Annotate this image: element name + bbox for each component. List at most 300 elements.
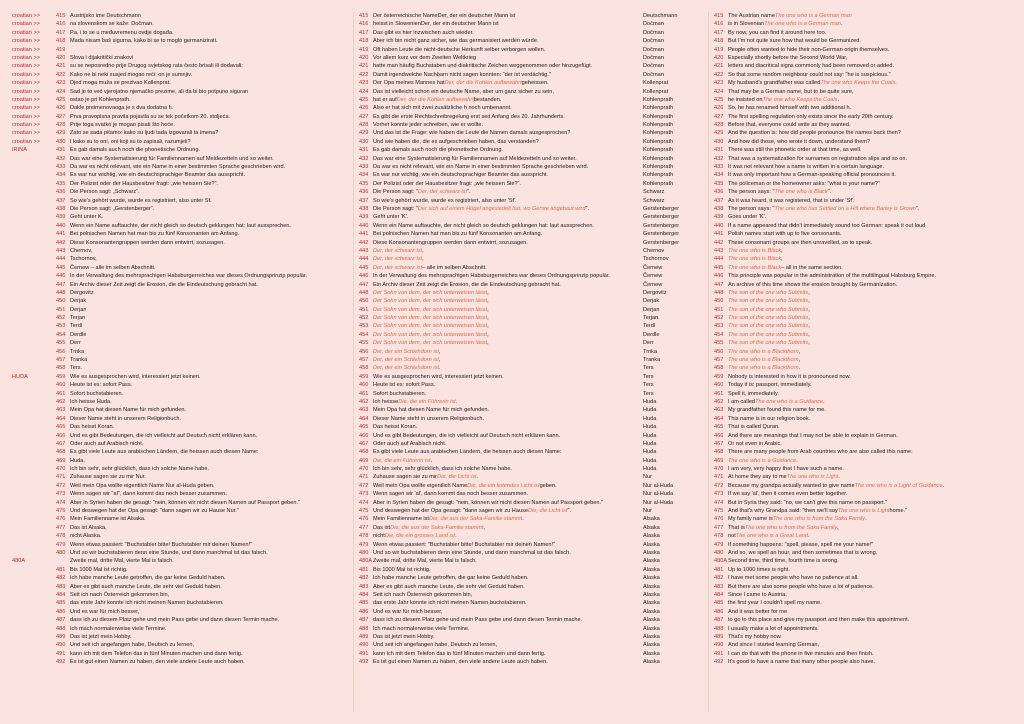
name-value: Alaska <box>641 532 703 540</box>
text-before: That is <box>728 524 745 531</box>
translation-row <box>714 499 1014 507</box>
name-value: Alaska <box>641 616 703 624</box>
name-value: Terdl <box>641 322 703 330</box>
name-row <box>359 171 703 179</box>
speaker-label: croatian >> <box>12 63 40 70</box>
line-text <box>373 188 471 196</box>
transcript-row <box>12 54 347 62</box>
translation-row <box>714 373 1014 381</box>
name-value: Alsaka <box>641 515 703 523</box>
line-text <box>728 415 810 423</box>
name-row <box>359 390 703 398</box>
translation-row <box>714 398 1014 406</box>
text-after: home." <box>889 508 908 515</box>
line-text <box>373 171 548 179</box>
name-value: Dočman <box>641 71 703 79</box>
text-before: Seit ich nach Österreich gekommen bin, <box>373 591 473 598</box>
text-before: is in Slovenian <box>728 21 765 28</box>
line-text: Derjak <box>70 298 87 305</box>
line-text <box>728 113 894 121</box>
line-number: 467 <box>359 440 369 447</box>
text-before: I usually make a lot of appointments. <box>728 625 819 632</box>
line-number: 424 <box>714 88 724 95</box>
line-number: 482 <box>359 575 369 582</box>
line-number: 467 <box>56 440 66 447</box>
text-before: In der Verwaltung des mehrsprachigen Habsburgerreiches war dieses Ordnungsprinzip populär. <box>373 273 610 280</box>
line-text <box>728 633 782 641</box>
transcript-row <box>12 398 347 406</box>
text-before: But I'm not quite sure how that would be Germanized. <box>728 38 861 45</box>
line-text: Wenn sagen wir "al", dann kommt das noch besser zusammen. <box>70 491 227 498</box>
text-before: Es gibt die erste Rechtschreibregelung erst seit Anfang des 20. Jahrhunderts. <box>373 113 565 120</box>
line-text <box>728 482 944 490</box>
line-number: 481 <box>359 566 369 573</box>
line-number: 446 <box>714 273 724 280</box>
line-number: 431 <box>714 147 724 154</box>
text-before: Aber in Syrien haben die gesagt: "nein, können wir nicht diesen Namen auf Passport geben." <box>373 499 604 506</box>
line-text <box>728 297 810 305</box>
line-number: 483 <box>56 583 66 590</box>
line-number: 420 <box>359 54 369 61</box>
name-row <box>359 222 703 230</box>
line-text <box>373 432 560 440</box>
name-row <box>359 88 703 96</box>
text-after: . <box>865 516 867 523</box>
text-before: Das ist jetzt mein Hobby. <box>373 633 435 640</box>
line-text: Dieser Name steht in unserem Religionbuch. <box>70 415 181 422</box>
line-number: 444 <box>56 256 66 263</box>
line-text <box>373 306 489 314</box>
name-value: Tschornov <box>641 255 703 263</box>
line-text: Dakle preimenovaoga je s dva dodatna h. <box>70 105 174 112</box>
line-number: 473 <box>359 491 369 498</box>
text-before: hat er auf <box>373 96 397 103</box>
name-value: Alaska <box>641 625 703 633</box>
transcript-row <box>12 364 347 372</box>
line-text <box>373 532 457 540</box>
name-meaning: Der, der schwarz ist <box>373 264 423 271</box>
name-row <box>359 490 703 498</box>
translation-row <box>714 104 1014 112</box>
line-number: 492 <box>714 659 724 666</box>
line-number: 465 <box>56 424 66 431</box>
text-after: , <box>483 524 485 531</box>
name-value: Nur al-Huda <box>641 499 703 507</box>
translation-row <box>714 633 1014 641</box>
name-row <box>359 398 703 406</box>
translation-row <box>714 415 1014 423</box>
name-meaning: Die, die aus der Saka-Familie stammt <box>390 524 484 531</box>
name-meaning: Der, der schwarz ist <box>373 256 423 263</box>
text-before: Das war eine Systematisierung für Familiennamen auf Meldezetteln und so weiter. <box>373 155 577 162</box>
translation-row <box>714 79 1014 87</box>
line-text <box>373 549 571 557</box>
line-number: 486 <box>56 608 66 615</box>
text-before: The Austrian name <box>728 13 775 19</box>
text-before: My family name is <box>728 516 773 523</box>
line-number: 484 <box>714 591 724 598</box>
line-number: 448 <box>714 289 724 296</box>
name-value: Alaska <box>641 583 703 591</box>
line-number: 489 <box>359 633 369 640</box>
text-before: People often wanted to hide their non-German origin themselves. <box>728 46 890 53</box>
line-number: 462 <box>714 398 724 405</box>
line-text: Pa, i to se u međuvremenu ovdje događa. <box>70 29 174 36</box>
transcript-row <box>12 658 347 666</box>
name-value: Dočman <box>641 46 703 54</box>
line-number: 438 <box>56 205 66 212</box>
line-number: 460 <box>714 382 724 389</box>
name-meaning: The son of the one who Submits <box>728 331 809 338</box>
line-number: 421 <box>714 63 724 70</box>
text-before: Ein Archiv dieser Zeit zeigt die Erosion, die die Eindeutschung gebracht hat. <box>373 281 561 288</box>
name-row <box>359 364 703 372</box>
name-value: Chernov <box>641 247 703 255</box>
speaker-label: croatian >> <box>12 80 40 87</box>
transcript-row <box>12 205 347 213</box>
transcript-row <box>12 255 347 263</box>
transcript-row <box>12 322 347 330</box>
line-number: 464 <box>56 415 66 422</box>
name-value: Alaska <box>641 641 703 649</box>
name-value: Alaska <box>641 549 703 557</box>
line-text: ostao je pri Kohlenprath. <box>70 96 131 103</box>
line-text: Dergovitz <box>70 289 94 296</box>
text-before: Das ist vielleicht schon ein deutsche Name, aber um ganz sicher zu sein, <box>373 88 554 95</box>
name-meaning: The one who is Black <box>728 247 782 254</box>
line-number: 465 <box>714 424 724 431</box>
name-row <box>359 104 703 112</box>
text-before: Aber es gibt auch manche Leute, die sehr viel Geduld haben. <box>373 583 525 590</box>
line-text: So wie's gehört wurde, wurde es registriert, also unter Sf. <box>70 197 212 204</box>
name-row <box>359 457 703 465</box>
name-meaning: The one who has Settled on a Hill where Barley is Grown <box>774 205 916 212</box>
line-text <box>373 205 589 213</box>
text-before: Sofort buchstabieren. <box>373 390 427 397</box>
text-before: The first spelling regulation only exists since the early 20th century. <box>728 113 894 120</box>
name-value: Ters <box>641 373 703 381</box>
name-row <box>359 54 703 62</box>
line-text: Chernov, <box>70 247 93 254</box>
name-value: Alaska <box>641 591 703 599</box>
name-row <box>359 473 703 481</box>
line-text <box>728 566 790 574</box>
line-text: Derr <box>70 340 81 347</box>
text-before: I have met some people who have no patience at all. <box>728 575 859 582</box>
line-text <box>728 650 874 658</box>
line-number: 491 <box>56 650 66 657</box>
line-text <box>728 432 898 440</box>
line-text <box>373 641 497 649</box>
name-meaning: Die, die ein leitendes Licht ist <box>467 482 540 489</box>
transcript-row <box>12 171 347 179</box>
text-before: And so, we spell an hour, and then sometimes that is wrong. <box>728 550 878 556</box>
line-text: Prva pravopisna pravila pojavila su se tek početkom 20. stoljeća. <box>70 113 231 120</box>
line-number: 439 <box>714 214 724 221</box>
line-number: 426 <box>359 105 369 112</box>
line-number: 476 <box>359 516 369 523</box>
name-value: Kohlenprath <box>641 180 703 188</box>
line-number: 427 <box>714 113 724 120</box>
name-row <box>359 608 703 616</box>
line-number: 469 <box>714 457 724 464</box>
line-number: 487 <box>359 617 369 624</box>
line-text <box>728 20 842 28</box>
line-text <box>728 322 810 330</box>
line-number: 417 <box>359 29 369 36</box>
line-number: 418 <box>714 38 724 45</box>
speaker-label: croatian >> <box>12 113 40 120</box>
name-row <box>359 272 703 280</box>
name-value: Derr <box>641 339 703 347</box>
text-before: It was only important how a German-speaking official pronounces it. <box>728 172 896 179</box>
line-number: 483 <box>359 583 369 590</box>
line-text <box>373 297 489 305</box>
line-number: 456 <box>714 348 724 355</box>
line-text <box>373 20 499 28</box>
text-before: But in Syria they said: "no, we can't give this name on passport." <box>728 499 888 506</box>
line-text <box>728 188 831 196</box>
line-text <box>373 658 548 666</box>
name-row <box>359 163 703 171</box>
transcript-row <box>12 339 347 347</box>
line-number: 433 <box>56 164 66 171</box>
line-number: 452 <box>56 315 66 322</box>
line-text <box>728 499 887 507</box>
line-number: 472 <box>714 482 724 489</box>
name-row <box>359 79 703 87</box>
name-value: Alaska <box>641 574 703 582</box>
line-number: 487 <box>56 617 66 624</box>
line-number: 474 <box>56 499 66 506</box>
line-text <box>728 121 851 129</box>
line-number: 416 <box>56 21 66 28</box>
name-meaning: Der, der ein Schlehdorn ist <box>373 357 439 364</box>
line-number: 454 <box>359 331 369 338</box>
transcript-row <box>12 37 347 45</box>
line-number: 453 <box>359 323 369 330</box>
line-text: Ters. <box>70 365 83 372</box>
name-value: Alaska <box>641 633 703 641</box>
line-text: Terdl <box>70 323 83 330</box>
name-value: Huda <box>641 423 703 431</box>
name-row <box>359 213 703 221</box>
line-text <box>728 625 819 633</box>
line-number: 417 <box>714 29 724 36</box>
text-before: It was not relevant how a name is written in a certain language. <box>728 164 885 171</box>
transcript-row <box>12 482 347 490</box>
speaker-label: croatian >> <box>12 21 40 28</box>
line-number: 423 <box>359 80 369 87</box>
line-number: 476 <box>56 516 66 523</box>
translation-row <box>714 322 1014 330</box>
translation-row <box>714 473 1014 481</box>
line-text: Das war eine Systematisierung für Familiennamen auf Meldezetteln und so weiter. <box>70 155 274 162</box>
line-number: 445 <box>56 264 66 271</box>
name-value: Trnka <box>641 348 703 356</box>
text-before: das erste Jahr konnte ich nicht meinen Namen buchstabieren. <box>373 600 527 607</box>
line-text <box>373 348 440 356</box>
line-number: 466 <box>56 432 66 439</box>
line-text: kann ich mit dem Telefon das in fünf Minuten machen und dann fertig. <box>70 650 243 657</box>
text-before: It's good to have a name that many other people also have. <box>728 659 875 666</box>
translation-row <box>714 625 1014 633</box>
name-row <box>359 524 703 532</box>
line-number: 453 <box>56 323 66 330</box>
text-before: Ich heisse <box>373 398 399 405</box>
line-number: 442 <box>56 239 66 246</box>
line-text <box>728 641 819 649</box>
text-before: As it was heard, it was registered, that is under 'Sf'. <box>728 197 855 204</box>
line-number: 428 <box>714 122 724 129</box>
name-row <box>359 37 703 45</box>
name-meaning: Der Sohn von dem, der sich unterweisen lässt <box>373 315 488 322</box>
text-after: Der, der ein deutscher Mann ist <box>437 13 516 19</box>
line-text <box>728 71 891 79</box>
line-number: 437 <box>56 197 66 204</box>
line-text <box>728 381 812 389</box>
name-meaning: Der Sohn von dem, der sich unterweisen lässt <box>373 298 488 305</box>
line-text <box>373 71 551 79</box>
line-number: 422 <box>56 71 66 78</box>
name-value: Alsaka <box>641 524 703 532</box>
line-number: 455 <box>359 340 369 347</box>
text-before: Wenn sagen wir 'al', dann kommt das noch besser zusammen. <box>373 491 529 498</box>
line-text <box>728 37 861 45</box>
line-number: 421 <box>359 63 369 70</box>
name-meaning: Die, die aus der Saka-Familie stammt <box>428 516 523 523</box>
line-number: 454 <box>56 331 66 338</box>
name-row <box>359 289 703 297</box>
line-text <box>373 62 592 70</box>
line-number: 485 <box>56 600 66 607</box>
line-text <box>728 205 919 213</box>
translation-row <box>714 255 1014 263</box>
line-number: 432 <box>56 155 66 162</box>
line-number: 450 <box>359 298 369 305</box>
name-value: Dočman <box>641 29 703 37</box>
line-text: Es ist gut einen Namen zu haben, den viele andere Leute auch haben. <box>70 659 245 666</box>
line-text <box>373 633 434 641</box>
line-number: 475 <box>56 508 66 515</box>
name-row <box>359 406 703 414</box>
name-value: Tranka <box>641 356 703 364</box>
line-text <box>373 465 512 473</box>
name-meaning: The son of the one who Submits <box>728 306 809 313</box>
translation-row <box>714 54 1014 62</box>
line-number: 443 <box>714 247 724 254</box>
translation-row <box>714 381 1014 389</box>
line-text: Derdle <box>70 331 87 338</box>
line-number: 461 <box>56 390 66 397</box>
text-before: Since I came to Austria, <box>728 591 787 598</box>
text-before: Today it is: passport, immediately. <box>728 382 812 389</box>
text-before: Spell it, immediately. <box>728 390 779 397</box>
text-after: . <box>840 21 843 28</box>
name-meaning: The one who is Light <box>837 508 890 515</box>
text-before: Es gab damals auch noch die phonetische Ordnung. <box>373 147 503 154</box>
transcript-row <box>12 264 347 272</box>
line-number: 451 <box>359 306 369 313</box>
speaker-label: croatian >> <box>12 122 40 129</box>
line-text: Derjan <box>70 306 87 313</box>
line-number: 440 <box>714 222 724 229</box>
text-before: Especially shortly before the Second World War, <box>728 54 848 61</box>
translation-row <box>714 566 1014 574</box>
name-row <box>359 557 703 565</box>
text-after: , <box>438 348 441 355</box>
transcript-row <box>12 381 347 389</box>
text-before: Bei polnischen Namen hat man bis zu fünf Konsonanten am Anfang. <box>373 231 543 238</box>
line-text <box>373 574 528 582</box>
name-row <box>359 96 703 104</box>
line-number: 470 <box>714 466 724 473</box>
line-text <box>373 566 431 574</box>
name-row <box>359 566 703 574</box>
text-after: – alle im selben Abschnitt. <box>422 264 487 271</box>
line-number: 471 <box>714 474 724 481</box>
translation-row <box>714 432 1014 440</box>
line-number: 444 <box>714 256 724 263</box>
line-text <box>728 364 800 372</box>
name-row <box>359 281 703 289</box>
transcript-row <box>12 230 347 238</box>
transcript-row <box>12 608 347 616</box>
line-text <box>373 473 478 481</box>
text-before: If something happens: "spell, please, spell me your name!" <box>728 541 874 548</box>
translation-row <box>714 574 1014 582</box>
text-before: Goes under 'K'. <box>728 214 767 221</box>
line-number: 421 <box>56 63 66 70</box>
line-text: Bei polnischen Namen hat man bis zu fünf Konsonanten am Anfang. <box>70 231 240 238</box>
transcript-row <box>12 88 347 96</box>
line-number: 436 <box>359 189 369 196</box>
line-number: 478 <box>714 533 724 540</box>
line-text <box>728 473 840 481</box>
translation-row <box>714 608 1014 616</box>
translation-row <box>714 205 1014 213</box>
line-text: Und es gibt Bedeutungen, die ich vielleicht auf Deutsch nicht erklären kann. <box>70 432 258 439</box>
line-number: 425 <box>359 96 369 103</box>
line-number: 440 <box>359 222 369 229</box>
text-before: So wie's gehört wurde, wurde es registriert, also unter 'Sf'. <box>373 197 517 204</box>
line-text <box>728 465 844 473</box>
translation-row <box>714 62 1014 70</box>
line-text: dass ich zu diesem Platz gehe und mein Pass gebe und dann diesen Termin mache. <box>70 617 280 624</box>
text-before: There are many people from Arab countries who are also called this name: <box>728 449 913 456</box>
line-number: 446 <box>56 273 66 280</box>
line-text: I kako su to oni, oni koji su to zapisali, razumjeli? <box>70 138 191 145</box>
text-before: Wenn etwas passiert: "Buchstabier bitte! Buchstabier mir deinen Namen!" <box>373 541 556 548</box>
line-text <box>373 12 515 20</box>
transcript-row <box>12 289 347 297</box>
translation-row <box>714 222 1014 230</box>
transcript-row <box>12 239 347 247</box>
transcript-row <box>12 507 347 515</box>
name-meaning: The son of the one who Submits <box>728 315 809 322</box>
line-text <box>728 457 798 465</box>
name-value: Kollenprat <box>641 88 703 96</box>
text-after: . <box>455 398 458 405</box>
text-before: Also er hat sich mit zwei zusätzliche h noch umbenannt. <box>373 105 512 112</box>
text-before: And there are meanings that I may not be able to explain in German. <box>728 432 898 439</box>
line-text <box>373 616 582 624</box>
line-text <box>728 171 896 179</box>
line-text <box>728 356 800 364</box>
translation-row <box>714 641 1014 649</box>
line-text <box>373 339 489 347</box>
german-names-column <box>359 12 703 712</box>
